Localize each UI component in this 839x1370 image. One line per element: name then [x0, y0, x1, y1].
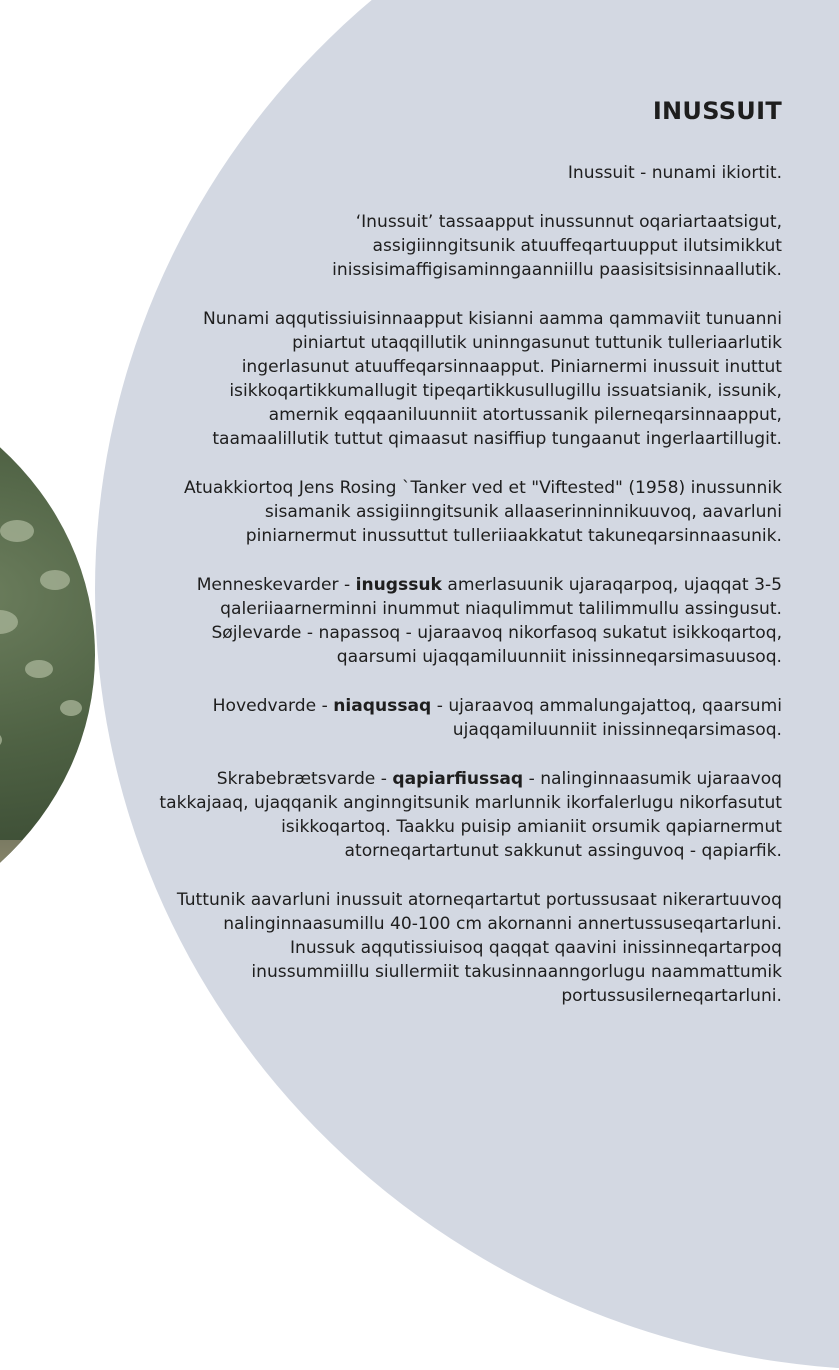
text-line: Atuakkiortoq Jens Rosing `Tanker ved et "Viftested" (1958) inussunnik [183, 478, 782, 498]
text-segment: Menneskevarder - [196, 575, 356, 595]
text-segment: - ujaraavoq ammalungajattoq, qaarsumi [431, 696, 782, 716]
text-line: takkajaaq, ujaqqanik anginngitsunik marlunnik ikorfalerlugu nikorfasutut [159, 793, 782, 813]
text-segment: - nalinginnaasumik ujaraavoq [523, 769, 782, 789]
text-line: Søjlevarde - napassoq - ujaraavoq nikorfasoq sukatut isikkoqartoq, [211, 623, 782, 643]
page-title: INUSSUIT [652, 97, 782, 125]
text-line: assigiinngitsunik atuuffeqartuupput ilutsimikkut [372, 236, 782, 256]
text-line: isikkoqartoq. Taakku puisip amianiit orsumik qapiarnermut [281, 817, 782, 837]
text-segment: Skrabebrætsvarde - [216, 769, 393, 789]
text-line: inissisimaffigisaminngaanniillu paasisitsisinnaallutik. [332, 260, 782, 280]
intro-paragraph [102, 161, 782, 185]
text-line: amernik eqqaaniluunniit atortussanik pilerneqarsinnaapput, [268, 405, 782, 425]
paragraph-3 [102, 476, 782, 548]
text-line: sisamanik assigiinngitsunik allaaserinninnikuuvoq, aavarluni [264, 502, 782, 522]
text-line: ujaqqamiluunniit inissinneqarsimasoq. [452, 720, 782, 740]
text-line: inussummiillu siullermiit takusinnaanngorlugu naammattumik [251, 962, 782, 982]
paragraph-7 [102, 888, 782, 1008]
bold-term: qapiarfiussaq [392, 769, 524, 789]
text-line: piniartut utaqqillutik uninngasunut tuttunik tulleriaarlutik [292, 333, 782, 353]
paragraph-2 [102, 307, 782, 451]
intro-text: Inussuit - nunami ikiortit. [567, 163, 782, 183]
bold-term: inugssuk [355, 575, 442, 595]
text-line: ingerlasunut atuuffeqarsinnaapput. Piniarnermi inussuit inuttut [241, 357, 782, 377]
text-line: portussusilerneqartarluni. [561, 986, 782, 1006]
text-line [102, 694, 782, 718]
paragraph-5 [102, 694, 782, 742]
text-line: Tuttunik aavarluni inussuit atorneqartartut portussusaat nikerartuuvoq [176, 890, 782, 910]
bold-term: niaqussaq [333, 696, 432, 716]
text-line: Inussuk aqqutissiuisoq qaqqat qaavini inissinneqartarpoq [289, 938, 782, 958]
paragraph-4 [102, 573, 782, 669]
text-line: qaarsumi ujaqqamiluunniit inissinneqarsimasuusoq. [336, 647, 782, 667]
paragraph-6 [102, 767, 782, 863]
text-line: ‘Inussuit’ tassaapput inussunnut oqariartaatsigut, [355, 212, 782, 232]
text-line: piniarnermut inussuttut tulleriiaakkatut takuneqarsinnaasunik. [245, 526, 782, 546]
article [102, 95, 782, 1033]
ground-area [0, 840, 95, 950]
text-line: qaleriiaarnerminni inummut niaqulimmut talilimmullu assingusut. [220, 599, 782, 619]
text-line [102, 573, 782, 597]
text-segment: amerlasuunik ujaraqarpoq, ujaqqat 3-5 [441, 575, 782, 595]
paragraph-1 [102, 210, 782, 282]
shrub-photo [0, 360, 95, 950]
text-line: taamaalillutik tuttut qimaasut nasiffiup tungaanut ingerlaartillugit. [212, 429, 782, 449]
text-line [102, 767, 782, 791]
text-segment: Hovedvarde - [212, 696, 334, 716]
text-line: nalinginnaasumillu 40-100 cm akornanni annertussuseqartarluni. [223, 914, 782, 934]
text-line: isikkoqartikkumallugit tipeqartikkusullugillu issuatsianik, issunik, [229, 381, 782, 401]
text-line: Nunami aqqutissiuisinnaapput kisianni aamma qammaviit tunuanni [202, 309, 782, 329]
text-line: atorneqartartunut sakkunut assinguvoq - qapiarfik. [344, 841, 782, 861]
